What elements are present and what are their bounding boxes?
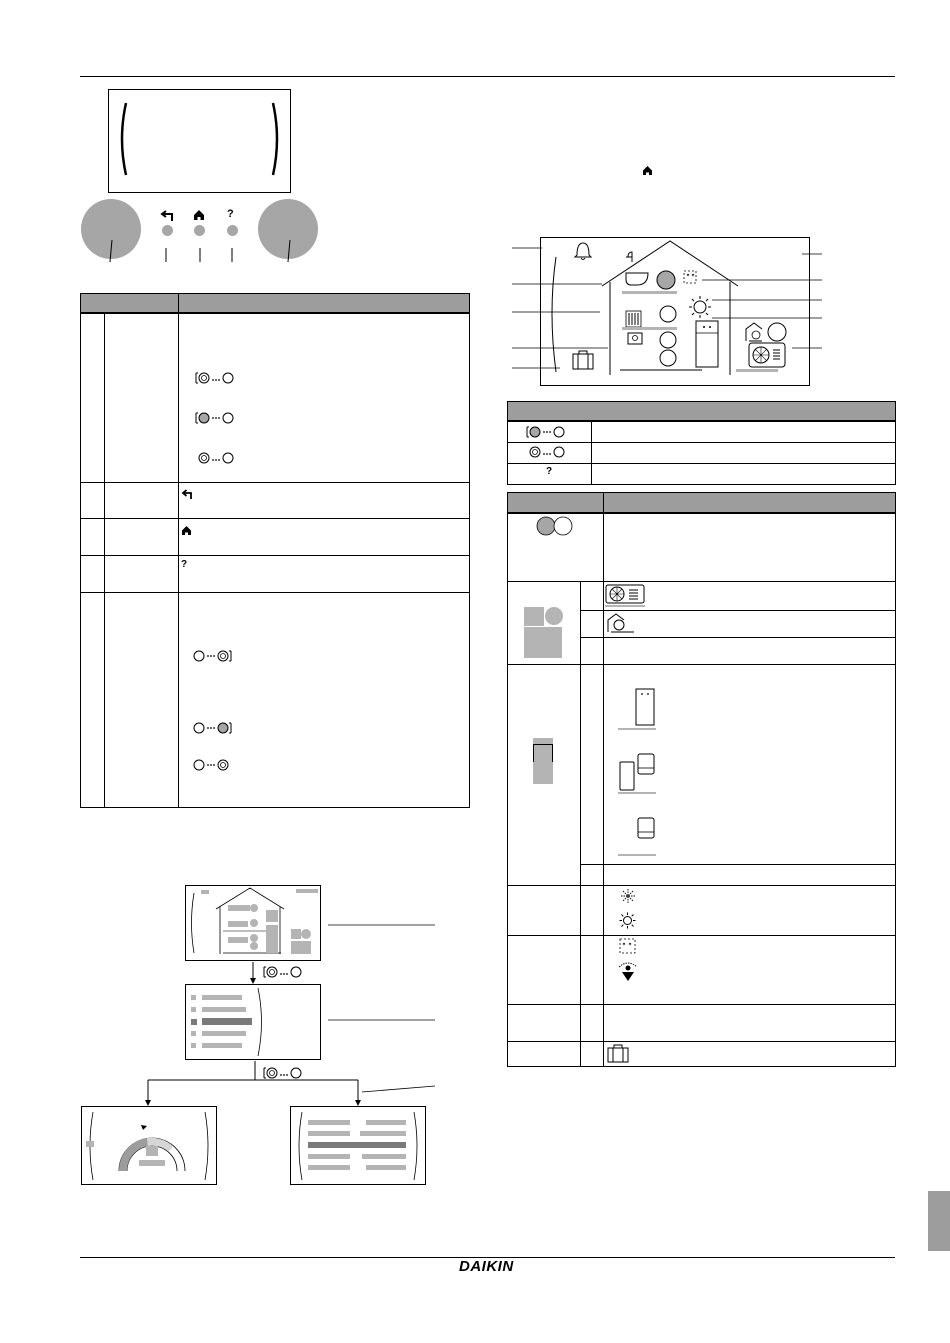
right-table2-col-main <box>603 513 604 1067</box>
heat-pump-icon <box>605 584 647 608</box>
left-table <box>80 313 470 808</box>
right-table2-row <box>507 935 896 936</box>
right-table2-col-num <box>580 581 581 1067</box>
tank-icon <box>618 688 658 732</box>
status-circles-icon <box>536 515 576 537</box>
snowflake-icon <box>620 888 636 904</box>
dial-turn-icon <box>261 1065 307 1081</box>
help-button[interactable] <box>227 225 238 236</box>
home-icon <box>642 165 653 176</box>
right-table1-header <box>507 401 896 421</box>
zone-square-icon <box>524 607 544 626</box>
dial-turn-icon <box>193 370 239 386</box>
tank-zone-bottom-icon <box>533 762 553 784</box>
zone-block-icon <box>524 627 562 658</box>
right-table2-row <box>507 1004 896 1005</box>
right-table2-header-divider <box>603 492 604 513</box>
dial-turn-icon <box>261 964 307 980</box>
help-icon: ? <box>181 559 188 570</box>
back-icon <box>181 489 193 500</box>
home-icon <box>193 209 205 221</box>
flow-setpoint-screen-graphic <box>81 1106 217 1185</box>
tap-icon <box>193 450 239 466</box>
right-table2-row <box>507 664 896 665</box>
boiler-icon <box>618 816 658 860</box>
flow-arrows <box>140 960 440 1110</box>
header-rule <box>80 76 895 77</box>
back-icon <box>160 210 174 222</box>
right-table2-row-sub <box>580 637 896 638</box>
help-icon: ? <box>546 466 553 477</box>
right-table2 <box>507 513 896 1067</box>
zone-circle-icon <box>545 607 563 625</box>
right-table1-row <box>507 463 896 464</box>
left-table-col2 <box>178 313 179 808</box>
outdoor-unit-icon <box>606 613 636 633</box>
right-table1-row <box>507 442 896 443</box>
back-button[interactable] <box>162 225 173 236</box>
left-table-row-divider <box>80 482 470 483</box>
right-table2-row-sub <box>580 864 896 865</box>
help-icon: ? <box>227 208 234 220</box>
left-table-row-divider <box>80 518 470 519</box>
dial-press-right-icon <box>193 720 241 736</box>
boiler-icon <box>618 752 658 796</box>
left-table-header-divider <box>178 293 179 313</box>
dial-turn-right-icon <box>193 648 241 664</box>
left-table-row-divider <box>80 555 470 556</box>
flow-settings-list-screen-graphic <box>290 1106 426 1185</box>
callout-lines <box>100 240 300 265</box>
dial-press-icon <box>193 410 239 426</box>
daikin-logo: DAIKIN <box>459 1258 514 1275</box>
left-table-col1 <box>104 313 105 808</box>
tank-zone-mid-icon <box>533 744 553 763</box>
right-table1-col <box>591 421 592 485</box>
right-table2-row <box>507 1041 896 1042</box>
holiday-icon <box>607 1044 629 1063</box>
right-table2-row <box>507 581 896 582</box>
quiet-mode-icon <box>617 961 639 983</box>
sun-icon <box>619 912 636 929</box>
tap-icon <box>524 444 570 460</box>
left-table-row-divider <box>80 592 470 593</box>
left-table-header <box>80 293 470 313</box>
home-button[interactable] <box>194 225 205 236</box>
controller-screen-brackets <box>108 89 291 193</box>
dial-press-icon <box>524 424 570 440</box>
defrost-icon <box>619 938 636 954</box>
page-edge-tab <box>928 1191 950 1251</box>
right-table2-row-sub <box>580 610 896 611</box>
right-table2-row <box>507 885 896 886</box>
home-icon <box>181 525 192 536</box>
home-screen-callouts <box>512 240 824 380</box>
tap-right-icon <box>193 757 241 773</box>
flow-home-screen-graphic <box>185 885 321 961</box>
right-table2-header <box>507 492 896 513</box>
